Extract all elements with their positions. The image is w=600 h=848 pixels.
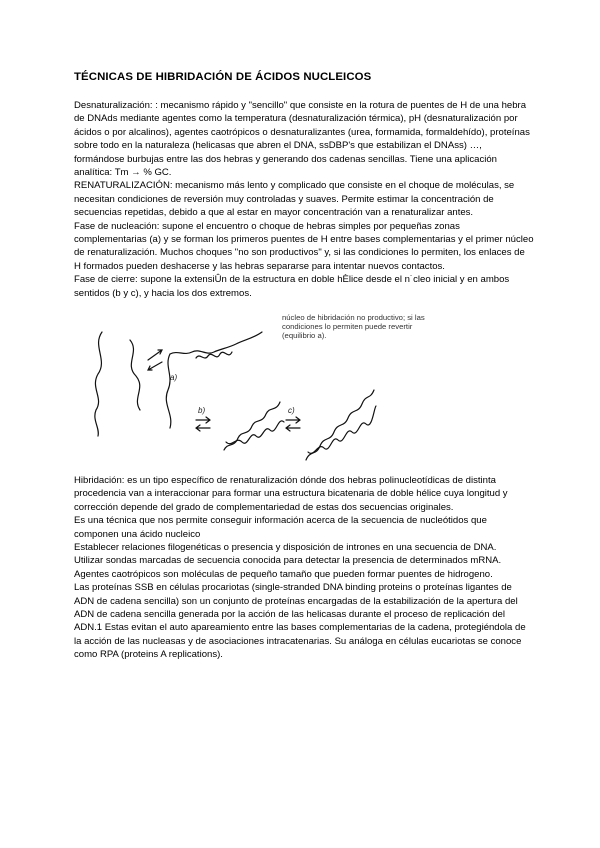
section-hybridization bbox=[74, 474, 534, 662]
equilibrium-arrows-3 bbox=[286, 417, 300, 431]
page-title: TÉCNICAS DE HIBRIDACIÓN DE ÁCIDOS NUCLEICOS bbox=[74, 71, 372, 83]
paragraph-technique: Es una técnica que nos permite conseguir información acerca de la secuencia de nucleótidos que componen una ácido nucleico bbox=[74, 515, 487, 540]
paragraph-phylogeny: Establecer relaciones filogenéticas o presencia y disposición de intrones en una secuencia de DNA. bbox=[74, 542, 497, 554]
figure-note: núcleo de hibridación no productivo; si las condiciones lo permiten puede revertir (equilibrio a). bbox=[282, 313, 425, 341]
paragraph-chaotropic: Agentes caotrópicos son moléculas de pequeño tamaño que pueden formar puentes de hidrogeno. bbox=[74, 568, 493, 580]
nucleation-tail bbox=[166, 354, 171, 428]
paragraph-closure: Fase de cierre: supone la extensiÛn de la estructura en doble hÈlice desde el n˙cleo inicial y en ambos sentidos (b y c), y hacia los dos extremos. bbox=[74, 274, 510, 299]
duplex-b-strand-2 bbox=[226, 421, 284, 444]
label-c: c) bbox=[288, 406, 295, 415]
section-denaturation-renaturation bbox=[74, 99, 534, 300]
paragraph-probes: Utilizar sondas marcadas de secuencia conocida para detectar la presencia de determinados mRNA. bbox=[74, 555, 502, 567]
equilibrium-arrows-2 bbox=[196, 417, 210, 431]
single-strand-1 bbox=[95, 332, 102, 436]
duplex-c-strand-2 bbox=[308, 406, 376, 453]
label-b: b) bbox=[198, 406, 206, 415]
paragraph-ssb: Las proteínas SSB en células procariotas (single-stranded DNA binding proteins o proteínas ligantes de ADN de cadena sencilla) son un conjunto de proteínas encargadas de la estabilización de la apertura del ADN de cadena sencilla generada por la acción de las helicasas durante el proceso de replicación del ADN.1 Estas evitan el auto apareamiento entre las bases complementarias de la cadena, protegiéndola de la acción de las nucleasas y de asociaciones intracatenarias. Su análoga en células eucariotas se conoce como RPA (proteins A replications). bbox=[74, 582, 526, 661]
nucleation-strand-bottom bbox=[196, 352, 232, 358]
paragraph-nucleation: Fase de nucleación: supone el encuentro o choque de hebras simples por pequeñas zonas complementarias (a) y se forman los primeros puentes de H entre bases complementarias y el primer núcleo de renaturalización. Muchos choques "no son productivos" y, si las condiciones lo permiten, los enlaces de H formados pueden deshacerse y las hebras separarse para intentar nuevos contactos. bbox=[74, 220, 534, 272]
label-a: a) bbox=[170, 373, 178, 382]
nucleation-strand-top bbox=[170, 332, 262, 354]
paragraph-hybridization: Hibridación: es un tipo específico de renaturalización dónde dos hebras polinucleotídicas de distinta procedencia van a interaccionar para formar una estructura bicatenaria de doble hélice cuya longitud y corrección depende del grado de complementariedad de estas dos secuencias originales. bbox=[74, 475, 508, 513]
paragraph-denaturation: Desnaturalización: : mecanismo rápido y "sencillo" que consiste en la rotura de puentes de H de una hebra de DNAds mediante agentes como la temperatura (desnaturalización térmica), pH (desnaturalización por ácidos o por alcalinos), agentes caotrópicos o desnaturalizantes (urea, formamida, formaldehído), proteínas sobre todo en la naturaleza (helicasas que abren el DNA, ssDBP's que estabilizan el DNAss) …, formándose burbujas entre las dos hebras y generando dos cadenas sencillas. Tiene una aplicación analítica: Tm → % GC. bbox=[74, 100, 530, 179]
paragraph-renaturation: RENATURALIZACIÓN: mecanismo más lento y complicado que consiste en el choque de moléculas, se necesitan condiciones de reversión muy controladas y suaves. Permite estimar la concentración de secuencias repetidas, debido a que al estar en mayor concentración van a renaturalizar antes. bbox=[74, 180, 515, 219]
single-strand-2 bbox=[130, 340, 140, 410]
equilibrium-arrows-1 bbox=[148, 350, 162, 370]
